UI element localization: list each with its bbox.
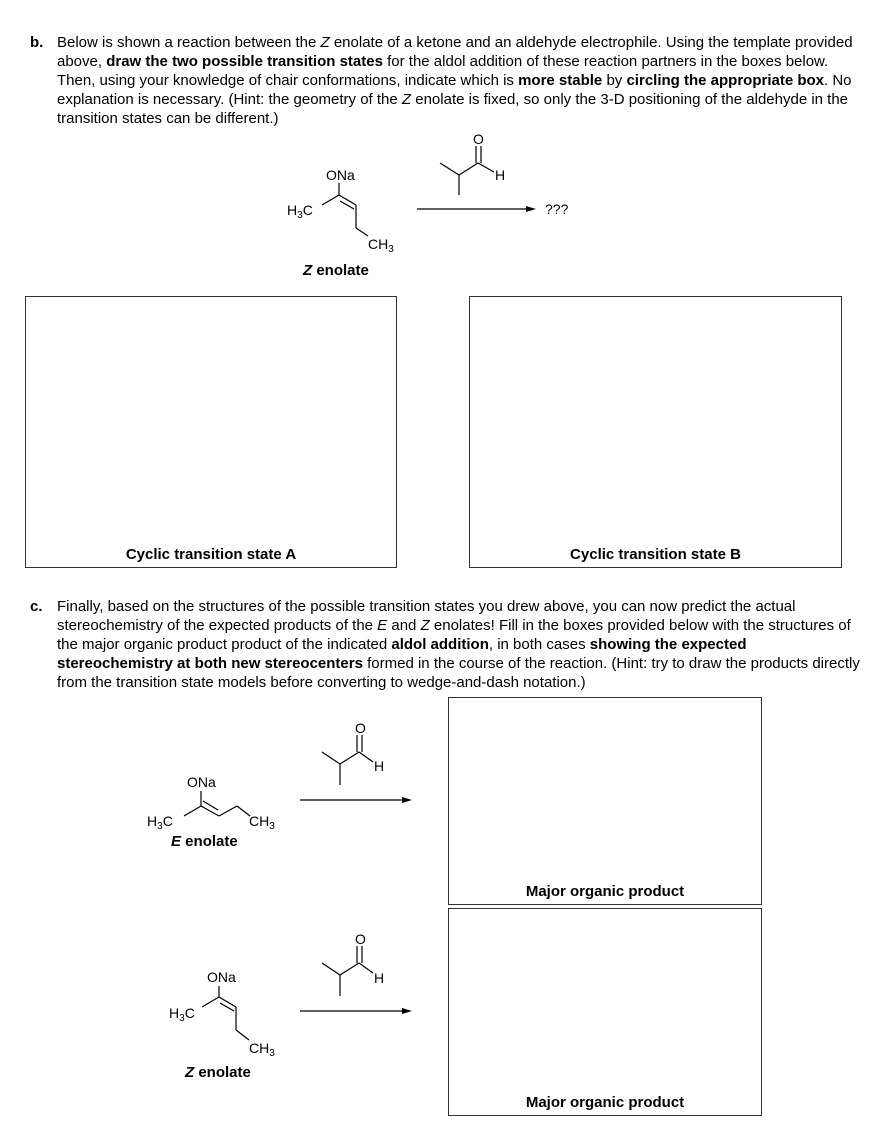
ch3-label: $CH_3$ <box>368 236 394 255</box>
aldehyde-structure-c1 <box>322 735 373 785</box>
unknown-product-label: ??? <box>545 201 569 217</box>
part-c-instructions: c. Finally, based on the structures of the possible transition states you drew above, you can now predict the actual stereochemistry of the expected products of the E and Z enolates! Fill in the boxes provided below with the structures of the major organic product product of the indicated aldol addition, in both cases showing the expected stereochemistry at both new stereocenters formed in the course of the reaction. (Hint: try to draw the products directly from the transition state models before converting to wedge-and-dash notation.) <box>30 598 860 691</box>
z-h3c-label: $H_3C$ <box>169 1005 195 1024</box>
e-h3c-label: $H_3C$ <box>147 813 173 832</box>
z-enolate-name-c: Z enolate <box>185 1064 251 1081</box>
aldehyde-h-label: H <box>495 167 506 183</box>
e-product-box[interactable] <box>448 697 762 905</box>
e-product-caption: Major organic product <box>525 883 685 900</box>
part-b-instructions: b. Below is shown a reaction between the Z enolate of a ketone and an aldehyde electrophile. Using the template provided above, draw the two possible transition states for the aldol addition of these reaction partners in the boxes below. Then, using your knowledge of chair conformations, indicate which is more stable by circling the appropriate box. No explanation is necessary. (Hint: the geometry of the Z enolate is fixed, so only the 3-D positioning of the aldehyde in the transition states can be different.) <box>30 34 853 127</box>
part-c-label: c. <box>30 598 43 615</box>
enolate-name-b: Z enolate <box>303 262 369 279</box>
transition-state-b-caption: Cyclic transition state B <box>570 546 741 563</box>
aldehyde-structure-c2 <box>322 946 373 996</box>
reaction-arrow-c1 <box>300 797 412 803</box>
c1-aldehyde-h-label: H <box>374 758 385 774</box>
h3c-label: $H_3C$ <box>287 202 313 221</box>
part-b-label: b. <box>30 34 44 51</box>
z-enolate-structure-c <box>202 986 249 1040</box>
c2-aldehyde-h-label: H <box>374 970 385 986</box>
e-ch3-label: $CH_3$ <box>249 813 275 832</box>
aldehyde-o-label: O <box>473 131 484 147</box>
e-enolate-name: E enolate <box>171 833 238 850</box>
reaction-arrow-c2 <box>300 1008 412 1014</box>
e-enolate-structure <box>184 791 250 816</box>
transition-state-a-caption: Cyclic transition state A <box>125 546 297 563</box>
z-ona-label: ONa <box>207 969 236 985</box>
e-ona-label: ONa <box>187 774 216 790</box>
z-product-box[interactable] <box>448 908 762 1116</box>
c2-aldehyde-o-label: O <box>355 931 366 947</box>
z-ch3-label: $CH_3$ <box>249 1040 275 1059</box>
c1-aldehyde-o-label: O <box>355 720 366 736</box>
z-product-caption: Major organic product <box>525 1094 685 1111</box>
ona-label: ONa <box>326 167 355 183</box>
